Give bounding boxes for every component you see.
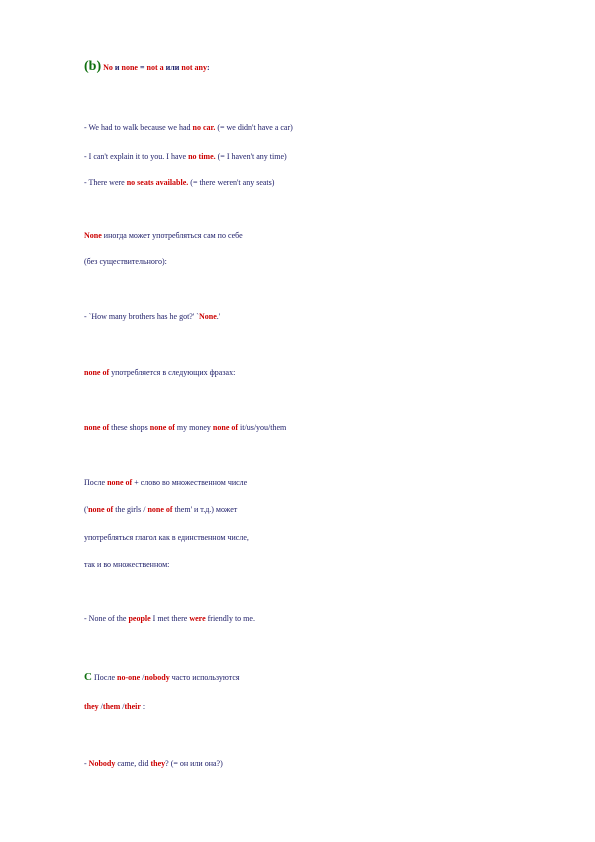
example-no-time	[84, 152, 287, 162]
highlight-none: None	[198, 312, 217, 321]
rule-text: (без существительного):	[84, 257, 167, 266]
rule-text: them' и т.д.) может	[172, 505, 238, 514]
example-nobody	[84, 759, 223, 769]
example-gloss: ? (= он или она?)	[165, 759, 223, 768]
section-marker-c: C	[84, 671, 92, 683]
keyword-not-a: not a	[146, 63, 164, 72]
example-text: came, did	[115, 759, 151, 768]
keyword-none-of: none of	[212, 423, 239, 432]
rule-text: часто используются	[169, 673, 240, 682]
example-text: I met there	[150, 614, 190, 623]
rule-text: + слово во множественном числе	[132, 478, 248, 487]
rule-plural-4	[84, 560, 169, 570]
rule-b-heading	[84, 59, 210, 74]
example-brothers	[84, 312, 220, 322]
rule-none-of	[84, 368, 235, 378]
rule-plural-1	[84, 478, 247, 488]
rule-none-alone-cont	[84, 257, 167, 267]
separator: /	[120, 702, 125, 711]
example-text: -	[84, 759, 89, 768]
example-no-car	[84, 123, 293, 133]
separator: :	[140, 702, 146, 711]
keyword-they: they	[84, 702, 99, 711]
keyword-none-of: none of	[107, 478, 133, 487]
example-none-of-phrases	[84, 423, 286, 433]
rule-c-pronouns	[84, 702, 145, 712]
keyword-none-of: none of	[84, 368, 110, 377]
text-colon: :	[206, 63, 210, 72]
rule-text: После	[84, 478, 108, 487]
highlight-nobody: Nobody	[88, 759, 116, 768]
rule-text: После	[91, 673, 118, 682]
section-marker-b: (b)	[84, 59, 102, 74]
keyword-none: none	[121, 63, 138, 72]
separator: /	[98, 702, 103, 711]
keyword-none-of: none of	[149, 423, 175, 432]
highlight-no-car: no car.	[192, 123, 216, 132]
rule-plural-3	[84, 533, 249, 543]
text-equals: =	[137, 63, 147, 72]
example-text: friendly to me.	[205, 614, 255, 623]
example-text: - We had to walk because we had	[84, 123, 193, 132]
keyword-them: them	[102, 702, 121, 711]
text-or: или	[163, 63, 182, 72]
example-text: - I can't explain it to you. I have	[84, 152, 189, 161]
keyword-none: None	[84, 231, 102, 240]
keyword-no: No	[103, 63, 113, 72]
keyword-none-of: none of	[84, 423, 110, 432]
rule-text: ('	[84, 505, 89, 514]
keyword-none-of: none of	[147, 505, 173, 514]
rule-text: иногда может употребляться сам по себе	[101, 231, 243, 240]
rule-none-alone	[84, 231, 243, 241]
rule-plural-2	[84, 505, 237, 515]
rule-c-heading	[84, 672, 240, 683]
highlight-they: they	[150, 759, 166, 768]
example-no-seats	[84, 178, 274, 188]
example-gloss: (= there weren't any seats)	[188, 178, 275, 187]
phrase-text: these shops	[109, 423, 150, 432]
highlight-people: people	[128, 614, 151, 623]
keyword-not-any: not any	[181, 63, 207, 72]
phrase-text: my money	[174, 423, 213, 432]
keyword-nobody: nobody	[144, 673, 170, 682]
highlight-were: were	[189, 614, 206, 623]
example-gloss: (= we didn't have a car)	[215, 123, 293, 132]
rule-text: употребляться глагол как в единственном числе,	[84, 533, 249, 542]
keyword-no-one: no-one	[117, 673, 141, 682]
keyword-none-of: none of	[88, 505, 114, 514]
example-text-end: .'	[216, 312, 221, 321]
highlight-no-time: no time.	[188, 152, 216, 161]
highlight-no-seats: no seats available.	[126, 178, 189, 187]
example-text: - There were	[84, 178, 127, 187]
example-people	[84, 614, 255, 624]
keyword-their: their	[124, 702, 141, 711]
phrase-text: it/us/you/them	[238, 423, 287, 432]
rule-text: употребляется в следующих фразах:	[109, 368, 236, 377]
rule-text: так и во множественном:	[84, 560, 170, 569]
text-and: и	[112, 63, 122, 72]
rule-text: /	[140, 673, 145, 682]
rule-text: the girls /	[113, 505, 148, 514]
example-text: - `How many brothers has he got?' `	[84, 312, 199, 321]
example-gloss: (= I haven't any time)	[215, 152, 287, 161]
example-text: - None of the	[84, 614, 129, 623]
